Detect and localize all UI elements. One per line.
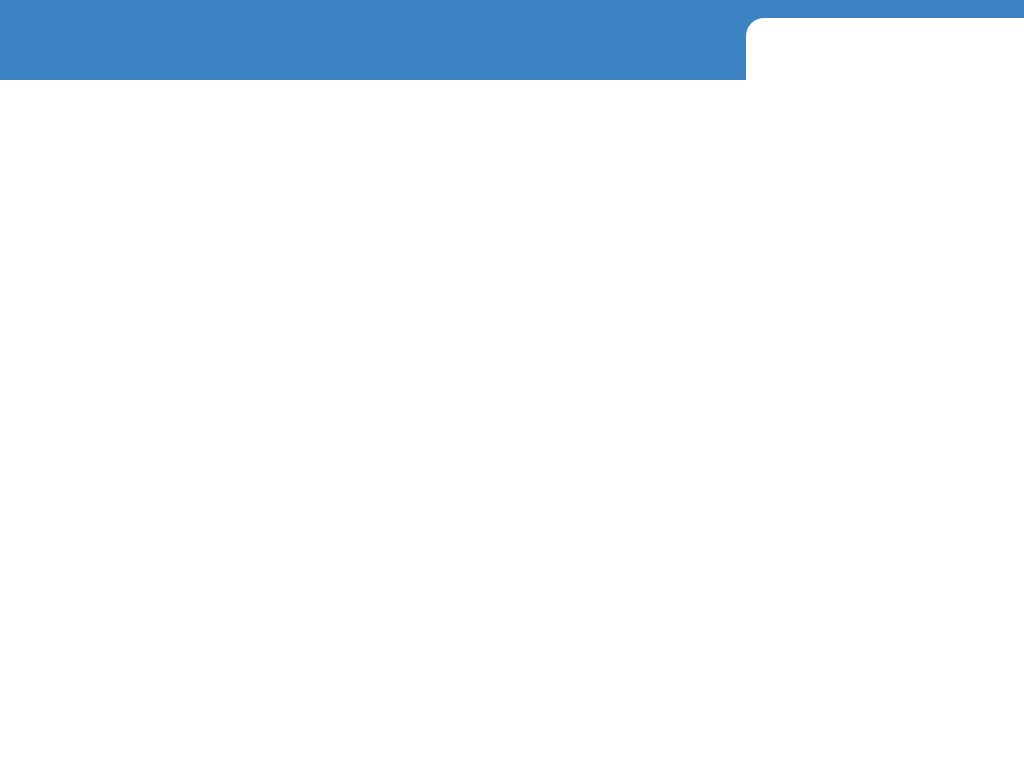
header-logo-card xyxy=(746,18,1024,88)
